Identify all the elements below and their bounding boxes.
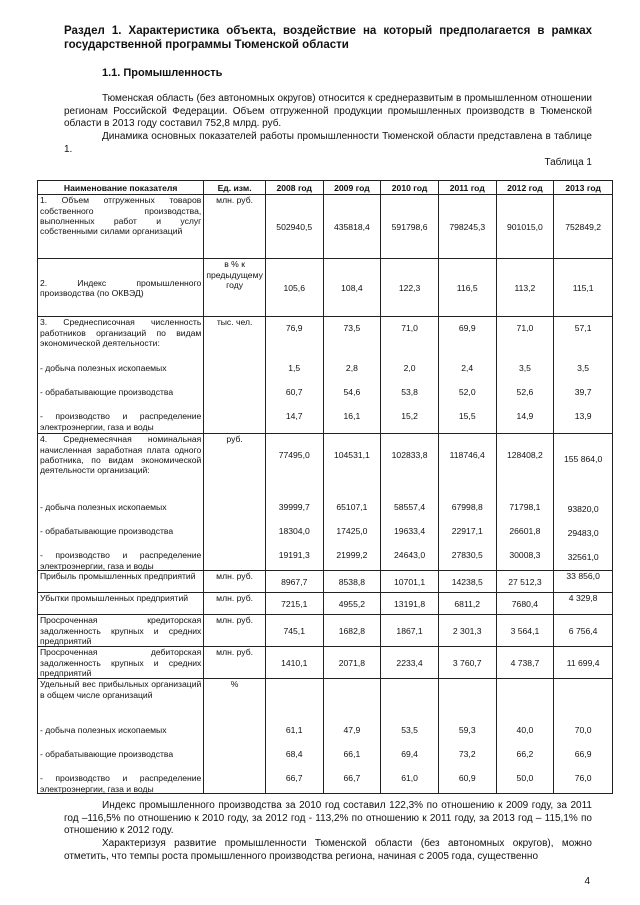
value-cell: 67998,8 [451, 502, 483, 513]
value-cell: 1,5 [288, 363, 301, 374]
value-cell: 69,4 [401, 749, 418, 760]
unit-cell: руб. [204, 434, 266, 571]
sub-indicator-name: - добыча полезных ископаемых [40, 363, 167, 374]
closing-paragraph-2: Характеризуя развитие промышленности Тюменской области (без автономных округов), можно отметить, что темпы роста промышленного производства региона, начиная с 2005 года, существенно [64, 838, 592, 862]
section-title: Раздел 1. Характеристика объекта, воздействие на который предполагается в рамках государственной программы Тюменской области [64, 25, 592, 51]
value-column [496, 317, 554, 434]
value-column [554, 434, 613, 571]
value-cell: 27830,5 [451, 550, 483, 561]
value-column [438, 434, 496, 571]
unit-cell: % [204, 679, 266, 794]
value-cell: 745,1 [265, 615, 323, 647]
value-cell: 15,2 [401, 411, 418, 422]
closing-paragraph-1: Индекс промышленного производства за 2010 год составил 122,3% по отношению к 2009 году, за 2011 год –116,5% по отношению к 2010 году, за 2012 год - 113,2% по отношению к 2011 году, за 2013 год – 115,1% по отношению к 2012 году. [64, 800, 592, 836]
value-column [496, 434, 554, 571]
value-cell: 17425,0 [336, 526, 368, 537]
table-row [38, 593, 613, 615]
value-column [323, 679, 381, 794]
indicator-name: 4. Среднемесячная номинальная начисленная заработная плата одного работника, по видам экономической деятельности организаций: [40, 434, 202, 476]
sub-indicator-name: - производство и распределение электроэнергии, газа и воды [40, 411, 202, 432]
sub-indicator-name: - добыча полезных ископаемых [40, 725, 167, 736]
value-cell: 108,4 [323, 259, 381, 317]
header-year: 2008 год [265, 181, 323, 195]
value-cell: 3 760,7 [438, 647, 496, 679]
value-cell: 71798,1 [509, 502, 541, 513]
page-number: 4 [584, 876, 590, 887]
value-cell: 21999,2 [336, 550, 368, 561]
table-row [38, 615, 613, 647]
value-column [323, 434, 381, 571]
table-header-row [38, 181, 613, 195]
value-column [554, 317, 613, 434]
value-cell: 39,7 [574, 387, 592, 398]
value-cell: 4 329,8 [554, 593, 613, 615]
unit-cell: тыс. чел. [204, 317, 266, 434]
value-cell: 66,1 [343, 749, 361, 760]
value-cell: 14,7 [285, 411, 303, 422]
sub-indicator-name: - обрабатывающие производства [40, 526, 174, 537]
value-cell: 22917,1 [451, 526, 483, 537]
value-cell: 32561,0 [567, 552, 599, 563]
indicator-name: Удельный вес прибыльных организаций в общем числе организаций [40, 679, 202, 700]
sub-indicator-name: - обрабатывающие производства [40, 387, 174, 398]
table-row [38, 317, 613, 434]
value-cell: 65107,1 [336, 502, 368, 513]
value-cell: 19191,3 [278, 550, 310, 561]
value-cell: 1682,8 [323, 615, 381, 647]
table-row [38, 434, 613, 571]
value-cell: 76,0 [574, 773, 592, 784]
value-cell: 68,4 [285, 749, 303, 760]
value-cell: 6811,2 [438, 593, 496, 615]
value-cell: 118746,4 [449, 450, 485, 461]
value-cell: 16,1 [343, 411, 361, 422]
value-cell: 57,1 [574, 323, 592, 334]
indicator-name: 1. Объем отгруженных товаров собственного производства, выполненных работ и услуг собственными силами организаций [38, 195, 204, 259]
indicator-name: 2. Индекс промышленного производства (по ОКВЭД) [38, 259, 204, 317]
value-cell: 70,0 [574, 725, 592, 736]
value-cell: 27 512,3 [496, 571, 554, 593]
table-row [38, 571, 613, 593]
value-cell: 53,5 [401, 725, 418, 736]
value-cell: 66,7 [285, 773, 303, 784]
value-cell: 13,9 [574, 411, 592, 422]
value-cell: 93820,0 [567, 504, 599, 515]
value-column [381, 434, 439, 571]
value-cell: 73,2 [458, 749, 476, 760]
table-row [38, 647, 613, 679]
value-cell: 10701,1 [381, 571, 439, 593]
sub-indicator-name: - производство и распределение электроэнергии, газа и воды [40, 773, 202, 794]
intro-paragraph-1: Тюменская область (без автономных округов) относится к среднеразвитым в промышленном отношении регионам Российской Федерации. Объем отгруженной продукции промышленных производств в Тюменской области в 2013 году составил 752,8 млрд. руб. [64, 93, 592, 129]
value-cell: 40,0 [516, 725, 534, 736]
value-cell: 53,8 [401, 387, 418, 398]
value-cell: 128408,2 [506, 450, 543, 461]
value-cell: 502940,5 [265, 195, 323, 259]
value-cell: 19633,4 [394, 526, 426, 537]
value-cell: 18304,0 [278, 526, 310, 537]
header-unit: Ед. изм. [204, 181, 266, 195]
value-cell: 7215,1 [265, 593, 323, 615]
value-cell: 60,7 [285, 387, 303, 398]
value-cell: 116,5 [438, 259, 496, 317]
indicator-name: Прибыль промышленных предприятий [38, 571, 204, 593]
unit-cell: млн. руб. [204, 647, 266, 679]
table-caption: Таблица 1 [544, 157, 592, 168]
value-cell: 1867,1 [381, 615, 439, 647]
value-cell: 2233,4 [381, 647, 439, 679]
value-column [323, 317, 381, 434]
intro-paragraph-2: Динамика основных показателей работы промышленности Тюменской области представлена в таблице 1. [64, 131, 592, 155]
value-cell: 47,9 [343, 725, 361, 736]
header-year: 2012 год [496, 181, 554, 195]
value-cell: 30008,3 [509, 550, 541, 561]
value-cell: 2,8 [345, 363, 358, 374]
unit-cell: млн. руб. [204, 571, 266, 593]
value-cell: 104531,1 [333, 450, 370, 461]
value-column [496, 679, 554, 794]
header-year: 2010 год [381, 181, 439, 195]
value-cell: 3,5 [518, 363, 531, 374]
value-cell: 2,4 [461, 363, 474, 374]
header-year: 2013 год [554, 181, 613, 195]
value-cell: 33 856,0 [554, 571, 613, 593]
value-cell: 3,5 [577, 363, 590, 374]
value-cell: 115,1 [554, 259, 613, 317]
value-column [438, 679, 496, 794]
table-row [38, 259, 613, 317]
header-indicator: Наименование показателя [38, 181, 204, 195]
value-cell: 122,3 [381, 259, 439, 317]
value-cell: 102833,8 [391, 450, 428, 461]
value-cell: 2 301,3 [438, 615, 496, 647]
value-cell: 752849,2 [554, 195, 613, 259]
value-cell: 58557,4 [394, 502, 426, 513]
value-column [554, 679, 613, 794]
table-row [38, 195, 613, 259]
indicator-name: Просроченная кредиторская задолженность крупных и средних предприятий [38, 615, 204, 647]
value-cell: 52,0 [458, 387, 476, 398]
value-cell: 2071,8 [323, 647, 381, 679]
value-cell: 71,0 [516, 323, 534, 334]
value-cell: 54,6 [343, 387, 361, 398]
value-cell: 61,0 [401, 773, 418, 784]
value-cell: 591798,6 [381, 195, 439, 259]
value-column [265, 679, 323, 794]
value-column [265, 434, 323, 571]
value-cell: 26601,8 [509, 526, 541, 537]
header-year: 2011 год [438, 181, 496, 195]
sub-indicator-name: - обрабатывающие производства [40, 749, 174, 760]
value-cell: 66,9 [574, 749, 592, 760]
value-cell: 24643,0 [394, 550, 426, 561]
indicators-table [37, 180, 613, 794]
value-cell: 6 756,4 [554, 615, 613, 647]
value-cell: 14238,5 [438, 571, 496, 593]
indicator-group [38, 317, 204, 434]
sub-indicator-name: - производство и распределение электроэнергии, газа и воды [40, 550, 202, 571]
value-cell: 105,6 [265, 259, 323, 317]
value-cell: 7680,4 [496, 593, 554, 615]
value-cell: 11 699,4 [554, 647, 613, 679]
value-cell: 77495,0 [278, 450, 310, 461]
unit-cell: в % к предыдущему году [204, 259, 266, 317]
value-cell: 435818,4 [323, 195, 381, 259]
value-cell: 52,6 [516, 387, 534, 398]
value-cell: 13191,8 [381, 593, 439, 615]
sub-indicator-name: - добыча полезных ископаемых [40, 502, 167, 513]
value-cell: 8538,8 [323, 571, 381, 593]
value-cell: 50,0 [516, 773, 534, 784]
value-cell: 76,9 [285, 323, 303, 334]
value-cell: 1410,1 [265, 647, 323, 679]
value-cell: 59,3 [458, 725, 476, 736]
value-cell: 66,2 [516, 749, 534, 760]
value-cell: 73,5 [343, 323, 361, 334]
indicator-group [38, 679, 204, 794]
indicator-name: 3. Среднесписочная численность работников организаций по видам экономической деятельности: [40, 317, 202, 348]
indicator-group [38, 434, 204, 571]
value-cell: 69,9 [458, 323, 476, 334]
value-cell: 66,7 [343, 773, 361, 784]
unit-cell: млн. руб. [204, 593, 266, 615]
unit-cell: млн. руб. [204, 195, 266, 259]
unit-cell: млн. руб. [204, 615, 266, 647]
value-cell: 4 738,7 [496, 647, 554, 679]
value-cell: 60,9 [458, 773, 476, 784]
value-cell: 15,5 [458, 411, 476, 422]
value-cell: 14,9 [516, 411, 534, 422]
value-cell: 61,1 [285, 725, 303, 736]
subsection-title: 1.1. Промышленность [102, 67, 223, 79]
value-cell: 2,0 [403, 363, 416, 374]
value-cell: 8967,7 [265, 571, 323, 593]
value-cell: 155 864,0 [564, 454, 603, 465]
value-column [438, 317, 496, 434]
value-cell: 39999,7 [278, 502, 310, 513]
indicator-name: Убытки промышленных предприятий [38, 593, 204, 615]
value-cell: 3 564,1 [496, 615, 554, 647]
value-column [381, 679, 439, 794]
indicator-name: Просроченная дебиторская задолженность крупных и средних предприятий [38, 647, 204, 679]
value-cell: 4955,2 [323, 593, 381, 615]
value-cell: 113,2 [496, 259, 554, 317]
value-column [265, 317, 323, 434]
value-cell: 29483,0 [567, 528, 599, 539]
table-row [38, 679, 613, 794]
value-column [381, 317, 439, 434]
value-cell: 798245,3 [438, 195, 496, 259]
value-cell: 71,0 [401, 323, 418, 334]
value-cell: 901015,0 [496, 195, 554, 259]
header-year: 2009 год [323, 181, 381, 195]
